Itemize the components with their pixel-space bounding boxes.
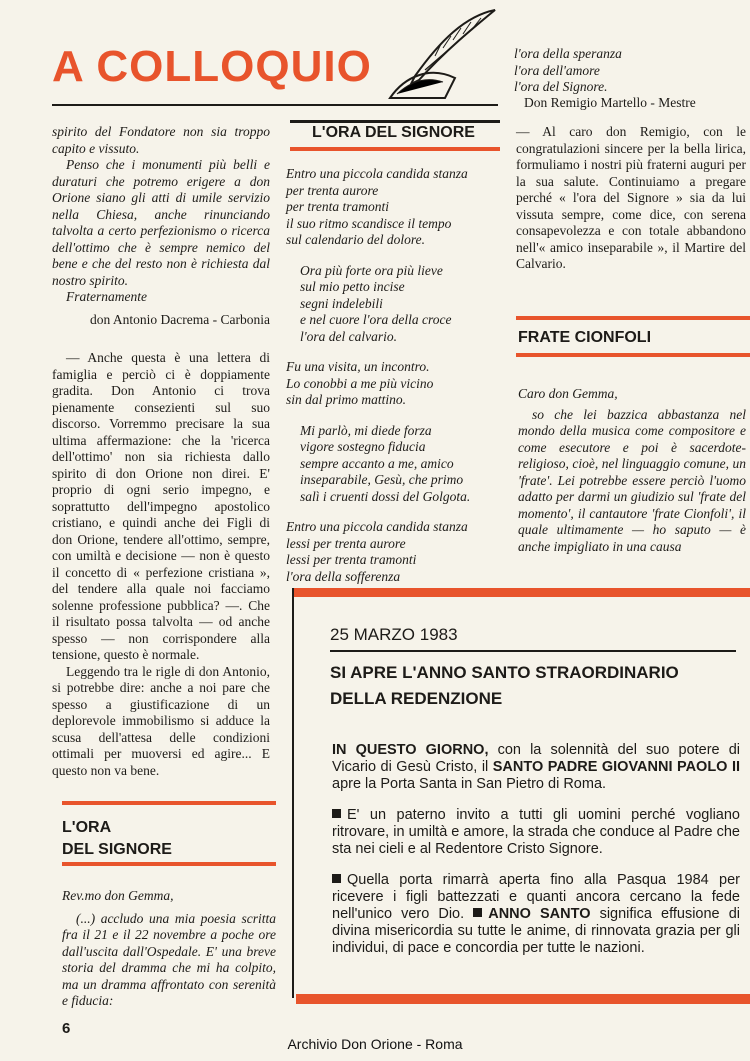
anno-santo: ANNO SANTO [488,906,591,922]
poem-line: sul calendario del dolore. [286,232,425,247]
pope-name: SANTO PADRE GIOVANNI PAOLO II [492,759,741,775]
poem [286,166,500,599]
archive-footer: Archivio Don Orione - Roma [287,1036,463,1052]
section-rule [290,120,500,123]
announcement-paragraph [332,807,740,858]
paragraph: Penso che i monumenti più belli e duraturi che potremo erigere a don Orione siano gli atti di umile servizio nella Chiesa, anche rinunciando talvolta a certo perfezionismo o ricerca dell'ottimo che è sempre nemico del bene e che del resto non è richiesta dal nostro spirito. [52,157,270,288]
box-left-rule [292,588,294,998]
text-run: significa effusione di divina misericordia su tutte le anime, di rinnovata grazia per gli individui, di pace e concordia per tutte le nazioni. [332,906,740,956]
title-line: DELLA REDENZIONE [330,689,503,708]
poem-stanza [286,263,500,346]
section-rule [62,801,276,805]
heading-line: L'ORA [62,819,112,836]
text-run: Quella porta rimarrà aperta fino alla Pasqua 1984 per ricevere i figli battezzati e quanti ancora cercano la fede nell'unico vero Dio. [332,872,740,922]
closing: Fraternamente [66,289,147,304]
paragraph: spirito del Fondatore non sia troppo capito e vissuto. [52,124,270,156]
text-run: E' un paterno invito a tutti gli uomini perché vogliano ritrovare, in umiltà e amore, la strada che conduce al Padre che sta nei cieli e al Redentore Cristo Signore. [332,807,740,857]
masthead-title: A COLLOQUIO [52,42,372,91]
section-rule [290,147,500,151]
announcement-date: 25 MARZO 1983 [330,625,458,644]
salutation: Rev.mo don Gemma, [62,888,174,903]
page-number: 6 [62,1020,71,1037]
poem-line: salì i cruenti dossi del Golgota. [300,488,471,504]
poem-line: l'ora del calvario. [300,328,397,344]
paragraph: Leggendo tra le rigle di don Antonio, si potrebbe dire: anche a noi pare che spesso a giustificazione di un deplorevole immobilismo si adduce la scusa dell'attesa delle condizioni ottimali per muoversi ed agire... E questo non va bene. [52,663,270,778]
header-line: l'ora dell'amore [514,62,600,78]
header-poem-tail [514,46,744,96]
text-run: apre la Porta Santa in San Pietro di Roma. [332,776,607,792]
reply-text-2 [516,124,746,273]
section-heading-poem: L'ORA DEL SIGNORE [312,124,475,141]
poem-line: lessi per trenta aurore [286,535,406,551]
text-run: con la solennità del suo potere di Vicario di Gesù Cristo, il [332,742,740,775]
box-bottom-rule [296,994,750,1004]
poem-line: vigore sostegno fiducia [300,439,426,454]
section-heading-frate-cionfoli: FRATE CIONFOLI [518,329,652,346]
announcement-paragraph [332,872,740,957]
poem-line: segni indelebili [300,295,383,311]
poem-line: Entro una piccola candida stanza [286,166,468,181]
poem-line: inseparabile, Gesù, che primo [300,472,464,487]
poem-line: sempre accanto a me, amico [300,455,454,471]
heading-line: DEL SIGNORE [62,841,172,858]
section-rule [62,862,276,866]
poem-line: Fu una visita, un incontro. [286,359,430,374]
poem-line: l'ora della sofferenza [286,568,401,584]
announcement-title [330,660,679,712]
square-bullet-icon [332,809,341,818]
square-bullet-icon [473,908,482,917]
quill-pen-icon [385,6,500,101]
poem-line: sul mio petto incise [300,279,405,294]
poem-line: per trenta tramonti [286,199,389,214]
poem-stanza [286,519,500,585]
letter-cionfoli [518,386,746,555]
poem-line: e nel cuore l'ora della croce [300,312,452,327]
section-rule [516,316,750,320]
section-rule [516,353,750,357]
paragraph: — Anche questa è una lettera di famiglia e perciò ci è doppiamente gradita. Don Antonio ci trova pienamente consezienti sul suo discorso. Vorremmo precisare la sua ultima affermazione: che la 'ricerca dell'ottimo' non sia richiesta dallo spirito di don Orione non direi. E' proprio di ogni serio impegno, e soprattutto dell'impegno apostolico cristiano, e quindi anche dei Figli di don Orione, tendere all'ottimo, sempre, con umiltà e decisione — non è questo il concetto di « perfezione cristiana », del tendere alla quale noi facciamo solenne professione pubblica? —. Che il risultato possa talvolta — od anche spesso — non corrispondere alla tensione, questo è normale. [52,350,270,662]
announcement-paragraph [332,742,740,793]
poem-line: lessi per trenta tramonti [286,552,417,567]
announcement-date-rule [330,650,736,652]
salutation: Caro don Gemma, [518,386,618,401]
letter-signature: don Antonio Dacrema - Carbonia [90,311,270,327]
poem-line: Lo conobbi a me più vicino [286,375,434,391]
reply-text [52,350,270,779]
letter-intro [62,888,276,1010]
header-signature: Don Remigio Martello - Mestre [524,95,696,110]
poem-line: sin dal primo mattino. [286,392,407,407]
poem-line: per trenta aurore [286,182,379,198]
poem-stanza [286,423,500,506]
header-line: l'ora della speranza [514,46,622,61]
poem-stanza [286,166,500,249]
lead-text: IN QUESTO GIORNO, [332,742,489,758]
box-top-rule [292,588,750,597]
header-line: l'ora del Signore. [514,79,608,94]
column-1 [52,124,270,779]
poem-line: Mi parlò, mi diede forza [300,422,432,438]
title-line: SI APRE L'ANNO SANTO STRAORDINARIO [330,663,679,682]
square-bullet-icon [332,874,341,883]
poem-line: Ora più forte ora più lieve [300,262,443,278]
paragraph: — Al caro don Remigio, con le congratulazioni sincere per la bella lirica, formuliamo i nostri più fraterni auguri per la sua salute. Continuiamo a pregare perché « l'ora del Signore » sia da lui vissuta sempre, come dice, con serena consapevolezza e con totale abbandono nell'« amico inseparabile », il Martire del Calvario. [516,124,746,271]
paragraph: so che lei bazzica abbastanza nel mondo della musica come compositore e come esecutore e poi è sacerdote-religioso, cioè, nel linguaggio comune, un 'frate'. Lei potrebbe essere perciò l'uomo adatto per darmi un giudizio sul 'frate del momento', il cantautore 'frate Cionfoli', il quale ultimamente — ho saputo — è anche impigliato in una causa [518,406,746,554]
paragraph: (...) accludo una mia poesia scritta fra il 21 e il 22 novembre a poche ore dall'uscita dall'Ospedale. E' una breve storia del dramma che mi ha colpito, ma un dramma affrontato con serenità e fiducia: [62,910,276,1008]
poem-stanza [286,359,500,409]
masthead-rule [52,104,498,106]
announcement-body [332,742,740,957]
letter-text [52,124,270,306]
section-heading-ora-del-signore [62,817,172,861]
poem-line: il suo ritmo scandisce il tempo [286,215,452,231]
poem-line: Entro una piccola candida stanza [286,519,468,534]
